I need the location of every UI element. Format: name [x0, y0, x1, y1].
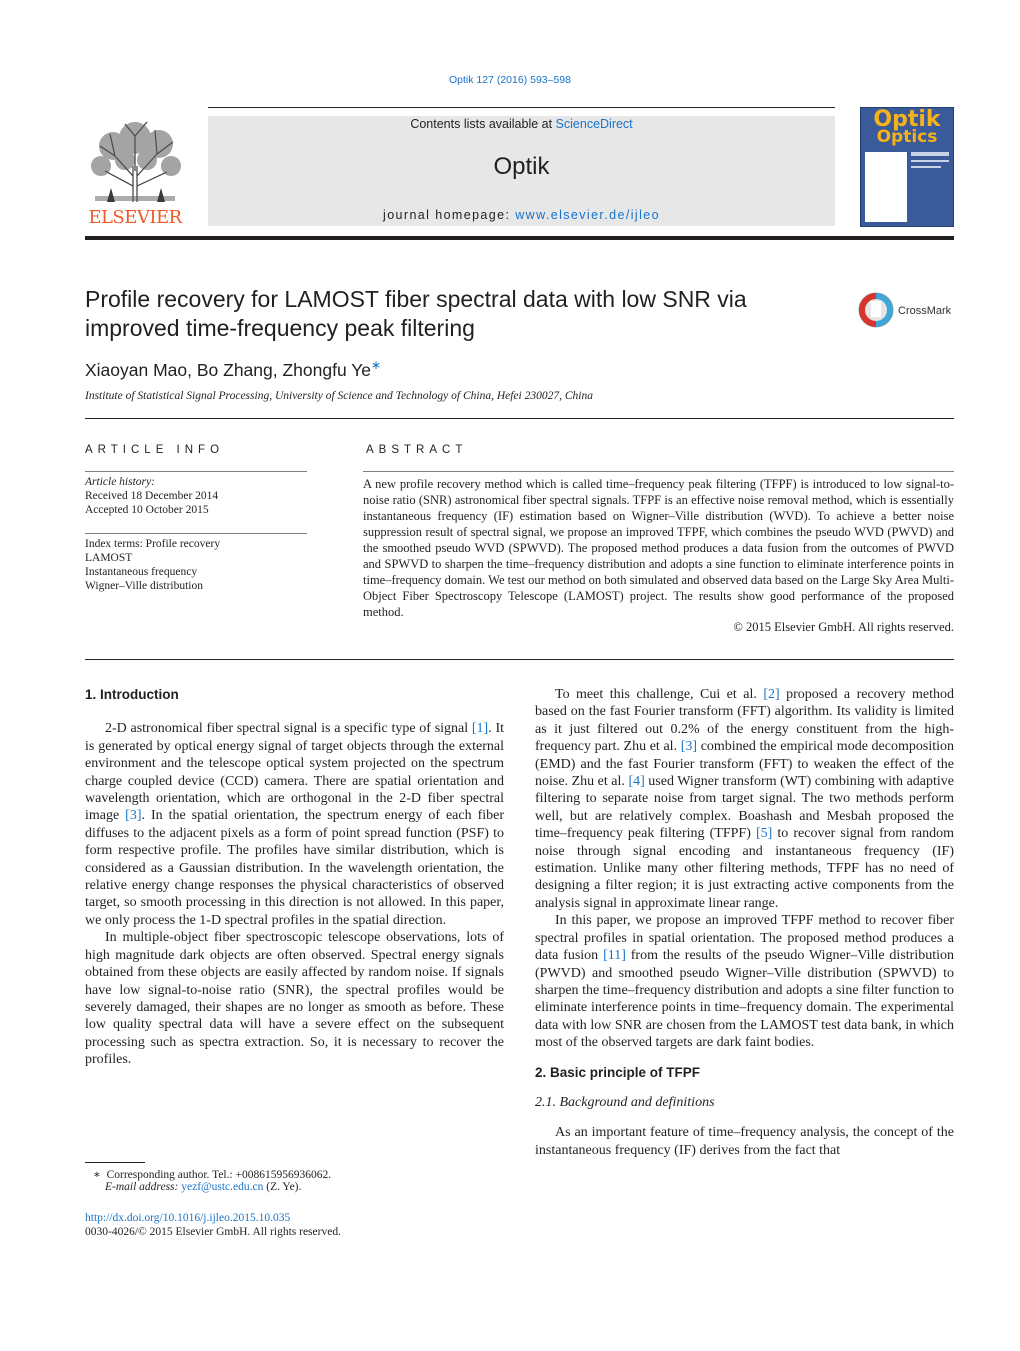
- email-link[interactable]: yezf@ustc.edu.cn: [181, 1181, 264, 1193]
- cover-contents-panel: [865, 152, 907, 222]
- elsevier-wordmark: ELSEVIER: [88, 207, 182, 228]
- paragraph-text: 2-D astronomical fiber spectral signal is a specific type of signal: [105, 721, 472, 737]
- article-info-rule: [85, 471, 307, 472]
- citation-11[interactable]: [11]: [603, 948, 626, 964]
- journal-cover-thumbnail: [860, 107, 954, 227]
- paragraph-text: combined the empirical mode decomposition (EMD) and the fast Fourier transform (FFT) to weaken the effect of the noise. Zhu et al.: [535, 739, 954, 790]
- footnote-mark: ∗: [93, 1169, 101, 1181]
- article-title-line: improved time-frequency peak filtering: [85, 315, 475, 341]
- cover-line: [911, 152, 949, 156]
- section-2-heading: 2. Basic principle of TFPF: [535, 1064, 701, 1080]
- sciencedirect-link[interactable]: ScienceDirect: [555, 117, 633, 131]
- header-top-rule: [208, 107, 835, 108]
- cover-line: [911, 160, 949, 162]
- homepage-prefix: journal homepage:: [383, 208, 516, 222]
- citation-4[interactable]: [4]: [628, 774, 645, 790]
- citation-1[interactable]: [1]: [471, 721, 489, 737]
- corresponding-author-mark[interactable]: ∗: [371, 358, 382, 372]
- citation-3[interactable]: [3]: [680, 739, 698, 755]
- section-2-1-heading: 2.1. Background and definitions: [535, 1094, 715, 1110]
- abstract-rule: [363, 471, 954, 472]
- header-bottom-rule: [85, 236, 954, 240]
- citation-3[interactable]: [3]: [125, 808, 142, 824]
- abstract-copyright: © 2015 Elsevier GmbH. All rights reserved.: [733, 620, 954, 634]
- footnote-rule: [85, 1162, 145, 1163]
- accepted-date: Accepted 10 October 2015: [85, 504, 209, 516]
- journal-homepage-line: [208, 208, 835, 222]
- affiliation-rule: [85, 418, 954, 419]
- article-title: [85, 285, 835, 343]
- paragraph-text: used Wigner transform (WT) combining with adaptive filtering to separate noise from target signal. The two methods perform well, but are relatively complex. Boashash and Mesbah proposed the time–frequency peak filtering (TFPF): [535, 774, 955, 842]
- cover-line: [911, 166, 941, 168]
- contents-available-line: [208, 117, 835, 131]
- section-1-heading: 1. Introduction: [85, 687, 179, 702]
- citation-2[interactable]: [2]: [763, 687, 780, 702]
- affiliation: Institute of Statistical Signal Processing, University of Science and Technology of China, Hefei 230027, China: [85, 390, 593, 402]
- paragraph: [85, 720, 504, 929]
- author-list: [85, 358, 381, 381]
- journal-name: Optik: [493, 153, 550, 180]
- doi-link[interactable]: http://dx.doi.org/10.1016/j.ijleo.2015.10.035: [85, 1212, 291, 1224]
- crossmark-label: CrossMark: [898, 305, 952, 317]
- abstract-bottom-rule: [85, 659, 954, 660]
- article-info-heading: ARTICLE INFO: [85, 444, 225, 456]
- corresponding-author-footnote: [93, 1167, 331, 1181]
- paragraph-text: To meet this challenge, Cui et al.: [555, 687, 764, 702]
- paragraph: In multiple-object fiber spectroscopic telescope observations, lots of high magnitude dark objects are often observed. Spectral energy signals obtained from these objects are easily affected by random noise. If signals have low signal-to-noise ratio (SNR), the spectral profiles would be severely damaged, their shapes are no longer as smooth as before. These low quality spectral data will have a severe effect on the subsequent processing such as spectra extraction. So, it is necessary to recover the profiles.: [85, 930, 504, 1068]
- paragraph-text: from the results of the pseudo Wigner–Ville distribution (PWVD) and smoothed pseudo Wigner–Ville distribution (SPWVD) to sharpen the time–frequency distribution and adopts a sine filter function to eliminate interference points in time–frequency domain. The experimental data with low SNR are chosen from the LAMOST test data bank, in which most of the observed targets are dark faint bodies.: [535, 948, 954, 1051]
- paragraph: As an important feature of time–frequency analysis, the concept of the instantaneous frequency (IF) derives from the fact that: [535, 1125, 954, 1158]
- email-suffix: (Z. Ye).: [263, 1181, 302, 1193]
- keywords-rule: [85, 533, 307, 534]
- article-title-line: Profile recovery for LAMOST fiber spectral data with low SNR via: [85, 286, 747, 312]
- paragraph-text: . It is generated by optical energy signal of target objects through the external environment and the telescope optical system projected on the spectrum charge coupled device (CCD) camera. There are spatial orientation and wavelength orientation, which are orthogonal in the 2-D fiber spectral image: [85, 721, 504, 824]
- abstract-text: A new profile recovery method which is called time–frequency peak filtering (TFPF) is introduced to low signal-to-noise ratio (SNR) astronomical fiber spectral signals. TFPF is an effective noise removal method, which is essentially instantaneous frequency (IF) estimation based on Wigner–Ville distribution (WVD). To achieve a better noise suppression result of spectral signal, we propose an improved TFPF, which combines the pseudo WVD (PWVD) and the smoothed pseudo WVD (SPWVD). The proposed method produces a data fusion from the outcomes of PWVD and SPWVD to sharpen the time–frequency distribution and adopts a sine function to eliminate interference points in time–frequency domain. We test our method on both simulated and observed data based on the Large Sky Area Multi-Object Fiber Spectroscopy Telescope (LAMOST) project. The results show good performance of the proposed method.: [363, 477, 954, 619]
- homepage-link[interactable]: www.elsevier.de/ijleo: [515, 208, 660, 222]
- keyword-item: Wigner–Ville distribution: [85, 580, 203, 592]
- body-column-left: [85, 686, 504, 1069]
- paragraph-text: . In the spatial orientation, the spectrum energy of each fiber diffuses to the adjacent pixels as a form of point spread function (PSF) to form respective profile. The profiles have similar distribution, which is considered as a Gaussian distribution. In the wavelength orientation, the relative energy change responses the physical characteristics of observed target, so smooth processing in this direction is not allowed. In this paper, we only process the 1-D spectral profiles in the spatial direction.: [85, 808, 504, 928]
- contents-prefix: Contents lists available at: [410, 117, 556, 131]
- cover-subtitle: Optics: [876, 127, 938, 147]
- received-date: Received 18 December 2014: [85, 490, 219, 502]
- paragraph: [535, 912, 954, 1051]
- keyword-item: Index terms: Profile recovery: [85, 538, 221, 550]
- paragraph-text: to recover signal from random noise through signal encoding and instantaneous frequency (IF) estimation. Unlike many other filtering methods, TFPF has no need of designing a filter region; it is just extracting active components from the analysis signal in approximate linear range.: [535, 826, 955, 911]
- body-column-right: [535, 686, 954, 1159]
- keyword-item: LAMOST: [85, 552, 133, 564]
- citation-5[interactable]: [5]: [755, 826, 773, 842]
- history-label: Article history:: [85, 476, 155, 488]
- cover-title: Optik: [873, 107, 941, 132]
- email-label: E-mail address:: [105, 1181, 182, 1193]
- authors-names: Xiaoyan Mao, Bo Zhang, Zhongfu Ye: [85, 359, 372, 380]
- issn-copyright: 0030-4026/© 2015 Elsevier GmbH. All rights reserved.: [85, 1226, 341, 1238]
- abstract-heading: ABSTRACT: [366, 444, 468, 456]
- footnote-text: Corresponding author. Tel.: +008615956936062.: [106, 1169, 332, 1181]
- crossmark-badge[interactable]: [858, 290, 958, 330]
- email-footnote: [105, 1181, 301, 1193]
- journal-reference-link[interactable]: Optik 127 (2016) 593–598: [448, 74, 571, 86]
- paragraph: [535, 686, 954, 912]
- paragraph-text: In this paper, we propose an improved TFPF method to recover fiber spectral profiles in spatial orientation. The proposed method produces a data fusion: [535, 913, 954, 964]
- paragraph-text: proposed a recovery method based on the fast Fourier transform (FFT) algorithm. Its validity is limited as it just filtered out 0.2% of the energy constituent from the high-frequency part. Zhu et al.: [535, 687, 955, 755]
- keyword-item: Instantaneous frequency: [85, 566, 198, 578]
